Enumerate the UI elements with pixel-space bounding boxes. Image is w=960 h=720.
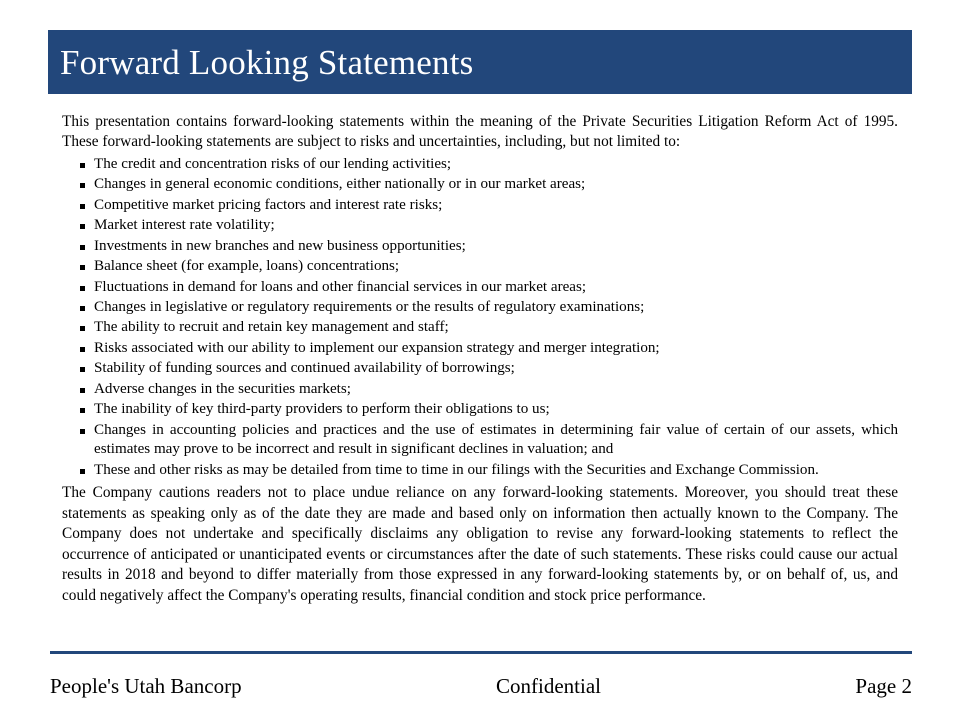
slide-body <box>62 112 898 607</box>
footer-classification: Confidential <box>496 673 601 698</box>
list-item: The inability of key third-party providers to perform their obligations to us; <box>62 400 898 419</box>
slide-footer <box>50 666 912 706</box>
slide-title-bar <box>48 30 912 94</box>
list-item: These and other risks as may be detailed from time to time in our filings with the Securities and Exchange Commission. <box>62 461 898 480</box>
list-item: Risks associated with our ability to implement our expansion strategy and merger integration; <box>62 339 898 358</box>
footer-page-number: Page 2 <box>855 673 912 698</box>
page-title: Forward Looking Statements <box>60 42 474 82</box>
list-item: Changes in accounting policies and practices and the use of estimates in determining fair value of certain of our assets, which estimates may prove to be incorrect and result in significant declines in valuation; and <box>62 421 898 460</box>
list-item: Competitive market pricing factors and interest rate risks; <box>62 196 898 215</box>
closing-block <box>62 483 898 606</box>
list-item: Fluctuations in demand for loans and other financial services in our market areas; <box>62 278 898 297</box>
intro-paragraph: This presentation contains forward-looking statements within the meaning of the Private Securities Litigation Reform Act of 1995. These forward-looking statements are subject to risks and uncertainties, including, but not limited to: <box>62 113 898 151</box>
risk-factors-list <box>62 155 898 481</box>
list-item: Adverse changes in the securities markets; <box>62 380 898 399</box>
list-item: Investments in new branches and new business opportunities; <box>62 237 898 256</box>
list-item: The ability to recruit and retain key management and staff; <box>62 318 898 337</box>
list-item: Changes in general economic conditions, either nationally or in our market areas; <box>62 175 898 194</box>
list-item: Stability of funding sources and continued availability of borrowings; <box>62 359 898 378</box>
footer-company: People's Utah Bancorp <box>50 673 242 698</box>
list-item: Changes in legislative or regulatory requirements or the results of regulatory examinations; <box>62 298 898 317</box>
closing-paragraph: The Company cautions readers not to place undue reliance on any forward-looking statements. Moreover, you should treat these statements as speaking only as of the date they are made and based only on information then actually known to the Company. The Company does not undertake and specifically disclaims any obligation to revise any forward-looking statements to reflect the occurrence of anticipated or unanticipated events or circumstances after the date of such statements. These risks could cause our actual results in 2018 and beyond to differ materially from those expressed in any forward-looking statements by, or on behalf of, us, and could negatively affect the Company's operating results, financial condition and stock price performance. <box>62 484 898 604</box>
list-item: The credit and concentration risks of our lending activities; <box>62 155 898 174</box>
list-item: Market interest rate volatility; <box>62 216 898 235</box>
footer-divider <box>50 651 912 654</box>
list-item: Balance sheet (for example, loans) concentrations; <box>62 257 898 276</box>
